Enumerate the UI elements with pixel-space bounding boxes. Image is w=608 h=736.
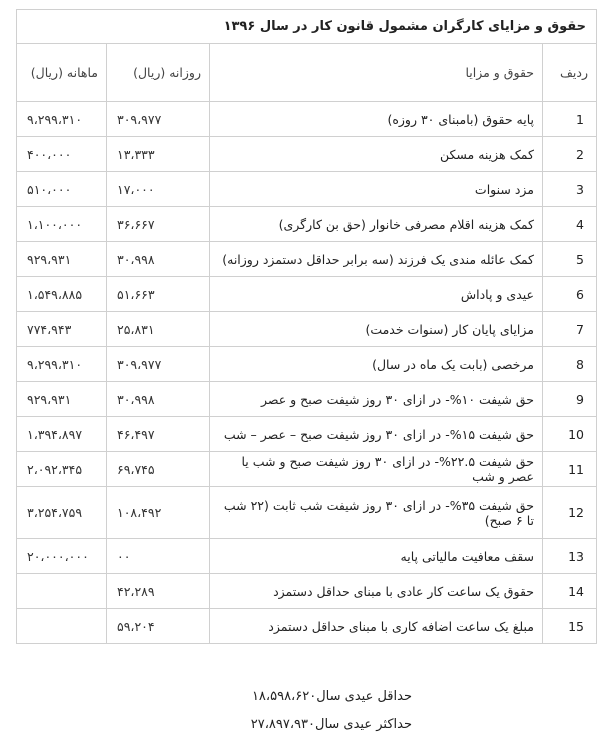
row-index: 2 — [543, 137, 597, 172]
row-monthly-amount: ۹۲۹،۹۳۱ — [17, 242, 107, 277]
row-index: 14 — [543, 574, 597, 609]
row-monthly-amount: ۵۱۰،۰۰۰ — [17, 172, 107, 207]
table-row — [17, 207, 597, 242]
row-index: 10 — [543, 417, 597, 452]
row-monthly-amount: ۱،۳۹۴،۸۹۷ — [17, 417, 107, 452]
header-index: ردیف — [543, 44, 597, 102]
row-index: 5 — [543, 242, 597, 277]
row-daily-amount: ۳۶،۶۶۷ — [107, 207, 210, 242]
row-item: مزایای پایان کار (سنوات خدمت) — [210, 312, 543, 347]
table-row — [17, 417, 597, 452]
row-item: حق شیفت ۲۲.۵%- در ازای ۳۰ روز شیفت صبح و شب یا عصر و شب — [210, 452, 543, 487]
row-daily-amount: ۲۵،۸۳۱ — [107, 312, 210, 347]
row-index: 1 — [543, 102, 597, 137]
row-daily-amount: ۱۷،۰۰۰ — [107, 172, 210, 207]
row-index: 12 — [543, 487, 597, 539]
row-index: 11 — [543, 452, 597, 487]
header-daily: روزانه (ریال) — [107, 44, 210, 102]
row-daily-amount: ۶۹،۷۴۵ — [107, 452, 210, 487]
row-item: پایه حقوق (بامبنای ۳۰ روزه) — [210, 102, 543, 137]
row-index: 4 — [543, 207, 597, 242]
row-monthly-amount: ۲،۰۹۲،۳۴۵ — [17, 452, 107, 487]
row-index: 7 — [543, 312, 597, 347]
row-daily-amount: ۱۳،۳۳۳ — [107, 137, 210, 172]
table-row — [17, 347, 597, 382]
row-monthly-amount: ۳،۲۵۴،۷۵۹ — [17, 487, 107, 539]
row-monthly-amount: ۹۲۹،۹۳۱ — [17, 382, 107, 417]
table-row — [17, 172, 597, 207]
row-daily-amount: ۴۶،۴۹۷ — [107, 417, 210, 452]
table-title: حقوق و مزایای کارگران مشمول قانون کار در سال ۱۳۹۶ — [17, 10, 597, 44]
row-item: مرخصی (بابت یک ماه در سال) — [210, 347, 543, 382]
row-item: حق شیفت ۱۵%- در ازای ۳۰ روز شیفت صبح – عصر – شب — [210, 417, 543, 452]
row-item: حق شیفت ۱۰%- در ازای ۳۰ روز شیفت صبح و عصر — [210, 382, 543, 417]
row-index: 8 — [543, 347, 597, 382]
min-eidi-text: حداقل عیدی سال۱۸،۵۹۸،۶۲۰ — [251, 689, 412, 704]
row-daily-amount: ۳۰،۹۹۸ — [107, 242, 210, 277]
table-row — [17, 277, 597, 312]
table-body — [17, 102, 597, 644]
row-item: کمک هزینه اقلام مصرفی خانوار (حق بن کارگری) — [210, 207, 543, 242]
row-item: کمک هزینه مسکن — [210, 137, 543, 172]
header-monthly: ماهانه (ریال) — [17, 44, 107, 102]
table-row — [17, 539, 597, 574]
row-daily-amount: ۳۰۹،۹۷۷ — [107, 347, 210, 382]
row-daily-amount: ۵۹،۲۰۴ — [107, 609, 210, 644]
table-row — [17, 382, 597, 417]
row-item: کمک عائله مندی یک فرزند (سه برابر حداقل دستمزد روزانه) — [210, 242, 543, 277]
header-item: حقوق و مزایا — [210, 44, 543, 102]
row-daily-amount: ۳۰۹،۹۷۷ — [107, 102, 210, 137]
row-monthly-amount: ۱،۵۴۹،۸۸۵ — [17, 277, 107, 312]
row-monthly-amount: ۹،۲۹۹،۳۱۰ — [17, 347, 107, 382]
row-item: حقوق یک ساعت کار عادی با مبنای حداقل دستمزد — [210, 574, 543, 609]
row-daily-amount: ۱۰۸،۴۹۲ — [107, 487, 210, 539]
row-item: سقف معافیت مالیاتی پایه — [210, 539, 543, 574]
row-monthly-amount: ۲۰،۰۰۰،۰۰۰ — [17, 539, 107, 574]
row-item: مزد سنوات — [210, 172, 543, 207]
row-monthly-amount — [17, 609, 107, 644]
table-caption-row — [17, 10, 597, 44]
table-row — [17, 137, 597, 172]
row-daily-amount: ۵۱،۶۶۳ — [107, 277, 210, 312]
table-row — [17, 574, 597, 609]
row-daily-amount: ۰۰ — [107, 539, 210, 574]
table-row — [17, 452, 597, 487]
row-index: 6 — [543, 277, 597, 312]
table-row — [17, 102, 597, 137]
row-item: حق شیفت ۳۵%- در ازای ۳۰ روز شیفت شب ثابت (۲۲ شب تا ۶ صبح) — [210, 487, 543, 539]
row-index: 13 — [543, 539, 597, 574]
wage-table — [16, 9, 597, 644]
row-item: مبلغ یک ساعت اضافه کاری با مبنای حداقل دستمزد — [210, 609, 543, 644]
row-monthly-amount: ۷۷۴،۹۴۳ — [17, 312, 107, 347]
row-daily-amount: ۴۲،۲۸۹ — [107, 574, 210, 609]
row-monthly-amount: ۹،۲۹۹،۳۱۰ — [17, 102, 107, 137]
table-row — [17, 487, 597, 539]
row-monthly-amount — [17, 574, 107, 609]
row-monthly-amount: ۴۰۰،۰۰۰ — [17, 137, 107, 172]
table-row — [17, 609, 597, 644]
table-header-row — [17, 44, 597, 102]
table-row — [17, 312, 597, 347]
row-index: 3 — [543, 172, 597, 207]
table-row — [17, 242, 597, 277]
max-eidi-text: حداکثر عیدی سال۲۷،۸۹۷،۹۳۰ — [250, 717, 412, 732]
row-monthly-amount: ۱،۱۰۰،۰۰۰ — [17, 207, 107, 242]
row-daily-amount: ۳۰،۹۹۸ — [107, 382, 210, 417]
row-item: عیدی و پاداش — [210, 277, 543, 312]
row-index: 15 — [543, 609, 597, 644]
row-index: 9 — [543, 382, 597, 417]
